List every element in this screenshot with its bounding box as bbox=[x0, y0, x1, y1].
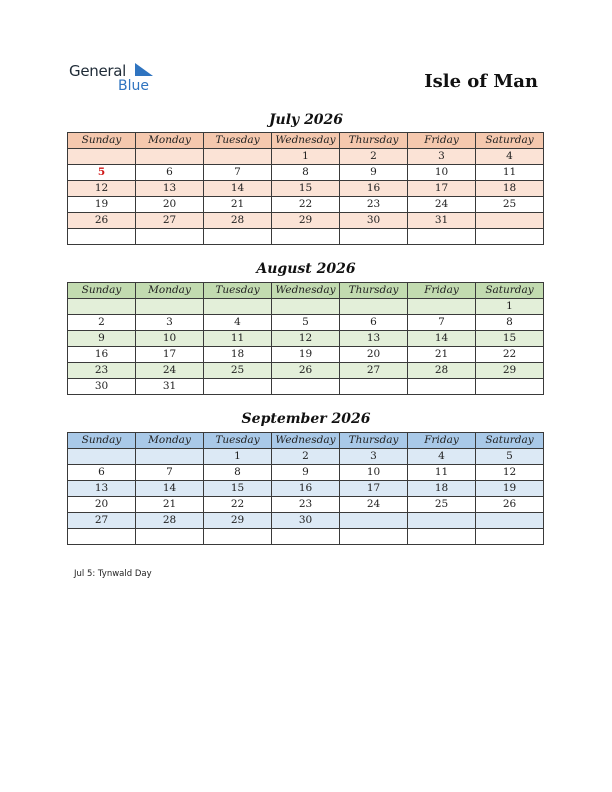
day-cell bbox=[136, 529, 204, 545]
day-cell: 29 bbox=[476, 363, 544, 379]
day-cell: 9 bbox=[340, 165, 408, 181]
holiday-note: Jul 5: Tynwald Day bbox=[74, 569, 152, 579]
day-cell: 6 bbox=[340, 315, 408, 331]
day-cell: 24 bbox=[340, 497, 408, 513]
day-cell: 6 bbox=[68, 465, 136, 481]
weekday-header-saturday: Saturday bbox=[476, 133, 544, 149]
day-cell-holiday: 5 bbox=[68, 165, 136, 181]
day-cell: 4 bbox=[476, 149, 544, 165]
day-cell: 2 bbox=[340, 149, 408, 165]
day-cell: 10 bbox=[136, 331, 204, 347]
day-cell: 27 bbox=[68, 513, 136, 529]
week-row bbox=[68, 299, 544, 315]
day-cell bbox=[204, 229, 272, 245]
day-cell: 26 bbox=[476, 497, 544, 513]
weekday-header-tuesday: Tuesday bbox=[204, 433, 272, 449]
calendar-july bbox=[67, 132, 544, 245]
week-row bbox=[68, 481, 544, 497]
day-cell bbox=[476, 379, 544, 395]
week-row bbox=[68, 165, 544, 181]
logo-general-text: General bbox=[69, 62, 127, 80]
day-cell: 19 bbox=[476, 481, 544, 497]
day-cell: 20 bbox=[340, 347, 408, 363]
day-cell: 13 bbox=[340, 331, 408, 347]
day-cell: 8 bbox=[272, 165, 340, 181]
day-cell: 7 bbox=[204, 165, 272, 181]
day-cell: 14 bbox=[136, 481, 204, 497]
day-cell bbox=[340, 379, 408, 395]
week-row bbox=[68, 379, 544, 395]
week-row bbox=[68, 449, 544, 465]
day-cell: 27 bbox=[136, 213, 204, 229]
day-cell: 16 bbox=[68, 347, 136, 363]
day-cell: 1 bbox=[272, 149, 340, 165]
day-cell: 11 bbox=[476, 165, 544, 181]
month-title-july: July 2026 bbox=[268, 112, 344, 128]
day-cell: 10 bbox=[340, 465, 408, 481]
weekday-header-thursday: Thursday bbox=[340, 283, 408, 299]
weekday-header-friday: Friday bbox=[408, 433, 476, 449]
day-cell bbox=[340, 529, 408, 545]
week-row bbox=[68, 149, 544, 165]
day-cell bbox=[204, 379, 272, 395]
day-cell bbox=[340, 299, 408, 315]
day-cell: 5 bbox=[272, 315, 340, 331]
weekday-header-sunday: Sunday bbox=[68, 283, 136, 299]
day-cell bbox=[476, 513, 544, 529]
day-cell bbox=[68, 449, 136, 465]
week-row bbox=[68, 363, 544, 379]
logo-triangle-icon bbox=[135, 63, 153, 77]
day-cell: 17 bbox=[408, 181, 476, 197]
day-cell: 30 bbox=[340, 213, 408, 229]
week-row bbox=[68, 315, 544, 331]
weekday-header-monday: Monday bbox=[136, 433, 204, 449]
day-cell bbox=[68, 149, 136, 165]
day-cell: 20 bbox=[68, 497, 136, 513]
day-cell bbox=[476, 229, 544, 245]
day-cell: 15 bbox=[204, 481, 272, 497]
day-cell bbox=[136, 299, 204, 315]
day-cell: 22 bbox=[476, 347, 544, 363]
day-cell: 7 bbox=[136, 465, 204, 481]
weekday-header-row bbox=[68, 433, 544, 449]
day-cell: 13 bbox=[136, 181, 204, 197]
day-cell bbox=[476, 529, 544, 545]
day-cell: 17 bbox=[340, 481, 408, 497]
holiday-notes bbox=[74, 569, 152, 579]
week-row bbox=[68, 497, 544, 513]
day-cell bbox=[136, 229, 204, 245]
day-cell: 22 bbox=[272, 197, 340, 213]
day-cell: 1 bbox=[476, 299, 544, 315]
day-cell: 10 bbox=[408, 165, 476, 181]
day-cell: 11 bbox=[204, 331, 272, 347]
day-cell bbox=[272, 379, 340, 395]
day-cell: 26 bbox=[272, 363, 340, 379]
weekday-header-monday: Monday bbox=[136, 133, 204, 149]
weekday-header-row bbox=[68, 133, 544, 149]
day-cell bbox=[204, 529, 272, 545]
day-cell: 29 bbox=[204, 513, 272, 529]
day-cell: 15 bbox=[272, 181, 340, 197]
day-cell bbox=[272, 229, 340, 245]
week-row bbox=[68, 229, 544, 245]
day-cell bbox=[340, 229, 408, 245]
day-cell: 27 bbox=[340, 363, 408, 379]
day-cell: 23 bbox=[272, 497, 340, 513]
day-cell: 5 bbox=[476, 449, 544, 465]
day-cell: 4 bbox=[408, 449, 476, 465]
day-cell: 3 bbox=[340, 449, 408, 465]
weekday-header-thursday: Thursday bbox=[340, 433, 408, 449]
day-cell: 19 bbox=[272, 347, 340, 363]
day-cell: 3 bbox=[408, 149, 476, 165]
day-cell bbox=[68, 299, 136, 315]
day-cell: 25 bbox=[408, 497, 476, 513]
day-cell: 1 bbox=[204, 449, 272, 465]
day-cell: 24 bbox=[136, 363, 204, 379]
day-cell bbox=[408, 299, 476, 315]
day-cell: 2 bbox=[68, 315, 136, 331]
day-cell: 31 bbox=[408, 213, 476, 229]
day-cell: 30 bbox=[68, 379, 136, 395]
day-cell bbox=[204, 149, 272, 165]
day-cell: 25 bbox=[476, 197, 544, 213]
weekday-header-sunday: Sunday bbox=[68, 133, 136, 149]
day-cell: 18 bbox=[476, 181, 544, 197]
day-cell bbox=[68, 529, 136, 545]
day-cell: 14 bbox=[204, 181, 272, 197]
day-cell: 11 bbox=[408, 465, 476, 481]
weekday-header-saturday: Saturday bbox=[476, 433, 544, 449]
day-cell: 25 bbox=[204, 363, 272, 379]
weekday-header-friday: Friday bbox=[408, 133, 476, 149]
weekday-header-wednesday: Wednesday bbox=[272, 133, 340, 149]
day-cell: 8 bbox=[476, 315, 544, 331]
day-cell bbox=[408, 513, 476, 529]
day-cell: 22 bbox=[204, 497, 272, 513]
day-cell bbox=[272, 299, 340, 315]
day-cell: 8 bbox=[204, 465, 272, 481]
logo-blue-text: Blue bbox=[118, 78, 149, 94]
weekday-header-tuesday: Tuesday bbox=[204, 133, 272, 149]
day-cell: 3 bbox=[136, 315, 204, 331]
day-cell: 17 bbox=[136, 347, 204, 363]
week-row bbox=[68, 465, 544, 481]
week-row bbox=[68, 197, 544, 213]
weekday-header-row bbox=[68, 283, 544, 299]
week-row bbox=[68, 331, 544, 347]
weekday-header-sunday: Sunday bbox=[68, 433, 136, 449]
day-cell: 31 bbox=[136, 379, 204, 395]
day-cell: 28 bbox=[136, 513, 204, 529]
weekday-header-friday: Friday bbox=[408, 283, 476, 299]
weekday-header-saturday: Saturday bbox=[476, 283, 544, 299]
month-title-september: September 2026 bbox=[241, 411, 371, 427]
month-title-august: August 2026 bbox=[256, 261, 356, 277]
week-row bbox=[68, 529, 544, 545]
day-cell bbox=[68, 229, 136, 245]
day-cell: 18 bbox=[408, 481, 476, 497]
day-cell: 13 bbox=[68, 481, 136, 497]
day-cell bbox=[340, 513, 408, 529]
day-cell: 24 bbox=[408, 197, 476, 213]
weekday-header-wednesday: Wednesday bbox=[272, 433, 340, 449]
day-cell: 16 bbox=[340, 181, 408, 197]
day-cell bbox=[136, 449, 204, 465]
weekday-header-wednesday: Wednesday bbox=[272, 283, 340, 299]
weekday-header-tuesday: Tuesday bbox=[204, 283, 272, 299]
day-cell: 28 bbox=[408, 363, 476, 379]
day-cell: 18 bbox=[204, 347, 272, 363]
day-cell: 19 bbox=[68, 197, 136, 213]
day-cell: 2 bbox=[272, 449, 340, 465]
day-cell: 16 bbox=[272, 481, 340, 497]
day-cell: 23 bbox=[340, 197, 408, 213]
day-cell bbox=[408, 229, 476, 245]
day-cell: 14 bbox=[408, 331, 476, 347]
day-cell bbox=[408, 379, 476, 395]
day-cell: 6 bbox=[136, 165, 204, 181]
day-cell bbox=[476, 213, 544, 229]
calendar-august bbox=[67, 282, 544, 395]
day-cell: 28 bbox=[204, 213, 272, 229]
day-cell: 9 bbox=[68, 331, 136, 347]
day-cell: 12 bbox=[272, 331, 340, 347]
week-row bbox=[68, 181, 544, 197]
day-cell: 15 bbox=[476, 331, 544, 347]
generalblue-logo bbox=[69, 60, 169, 96]
day-cell: 23 bbox=[68, 363, 136, 379]
day-cell: 12 bbox=[68, 181, 136, 197]
day-cell: 26 bbox=[68, 213, 136, 229]
week-row bbox=[68, 513, 544, 529]
weekday-header-thursday: Thursday bbox=[340, 133, 408, 149]
day-cell: 12 bbox=[476, 465, 544, 481]
day-cell: 21 bbox=[408, 347, 476, 363]
day-cell: 7 bbox=[408, 315, 476, 331]
day-cell bbox=[408, 529, 476, 545]
week-row bbox=[68, 213, 544, 229]
day-cell bbox=[272, 529, 340, 545]
day-cell bbox=[136, 149, 204, 165]
day-cell: 9 bbox=[272, 465, 340, 481]
day-cell: 21 bbox=[204, 197, 272, 213]
day-cell bbox=[204, 299, 272, 315]
week-row bbox=[68, 347, 544, 363]
country-title: Isle of Man bbox=[424, 71, 538, 92]
day-cell: 29 bbox=[272, 213, 340, 229]
weekday-header-monday: Monday bbox=[136, 283, 204, 299]
day-cell: 4 bbox=[204, 315, 272, 331]
calendar-september bbox=[67, 432, 544, 545]
day-cell: 30 bbox=[272, 513, 340, 529]
day-cell: 21 bbox=[136, 497, 204, 513]
day-cell: 20 bbox=[136, 197, 204, 213]
